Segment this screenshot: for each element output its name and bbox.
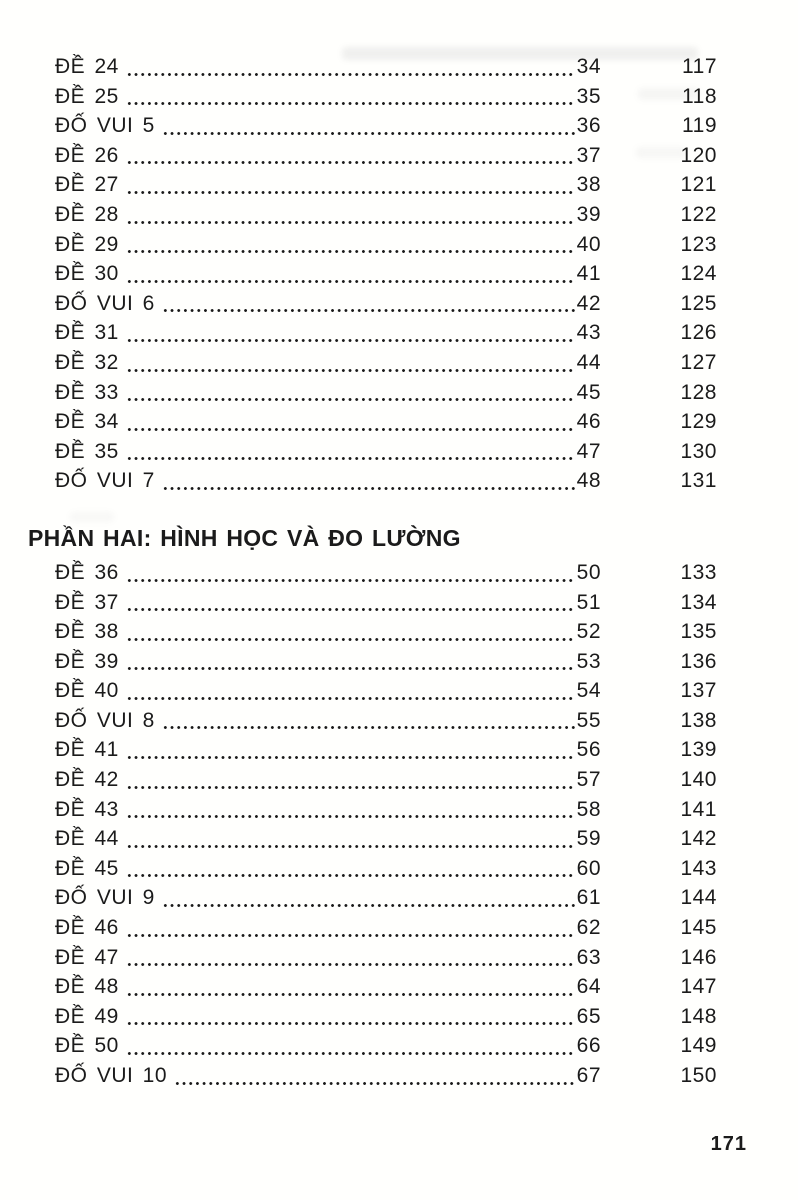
entry-label: ĐỀ 47 (55, 945, 119, 969)
page-number: 171 (710, 1133, 747, 1155)
entry-second-page: 118 (682, 84, 717, 108)
toc-entry-main (55, 437, 601, 467)
dot-leader (126, 962, 576, 967)
toc-entry-main (55, 1031, 601, 1061)
entry-page: 66 (576, 1034, 601, 1058)
entry-label: ĐỀ 50 (55, 1034, 119, 1058)
toc-entry (55, 647, 717, 677)
entry-label: ĐỐ VUI 10 (55, 1064, 168, 1087)
toc-entry-main (55, 200, 601, 230)
entry-page: 47 (576, 439, 601, 463)
dot-leader (126, 666, 576, 671)
entry-second-page: 135 (680, 620, 717, 644)
entry-second-page: 129 (680, 410, 717, 434)
toc-entry (55, 795, 717, 825)
toc-entry-main (55, 348, 601, 378)
entry-label: ĐỀ 37 (55, 590, 119, 614)
entry-page: 50 (576, 560, 601, 584)
toc-entry-main (55, 913, 601, 943)
toc-entry-main (55, 558, 601, 588)
toc-entry-main (55, 824, 601, 854)
toc-entry (55, 466, 717, 496)
entry-page: 34 (576, 55, 601, 78)
entry-second-page: 142 (680, 827, 717, 851)
entry-label: ĐỀ 27 (55, 173, 119, 197)
entry-second-page: 119 (682, 114, 717, 138)
entry-label: ĐỀ 39 (55, 649, 119, 673)
entry-label: ĐỀ 29 (55, 232, 119, 256)
toc-entry-main (55, 943, 601, 973)
toc-entry (55, 972, 717, 1002)
toc-entry (55, 407, 717, 437)
entry-second-page: 140 (680, 768, 717, 792)
entry-label: ĐỐ VUI 8 (55, 708, 155, 732)
dot-leader (126, 220, 576, 225)
entry-label: ĐỀ 46 (55, 916, 119, 940)
toc-entry (55, 82, 717, 112)
entry-page: 54 (576, 679, 601, 703)
entry-page: 46 (576, 410, 601, 434)
entry-page: 59 (576, 827, 601, 851)
dot-leader (126, 101, 576, 106)
dot-leader (162, 486, 576, 491)
entry-label: ĐỀ 35 (55, 439, 119, 463)
toc-entry (55, 348, 717, 378)
toc-entry (55, 111, 717, 141)
toc-entry-main (55, 52, 601, 82)
toc-entry-main (55, 765, 601, 795)
entry-label: ĐỀ 28 (55, 202, 119, 226)
toc-entry (55, 617, 717, 647)
entry-second-page: 137 (680, 679, 717, 703)
entry-page: 42 (576, 291, 601, 315)
toc-entry (55, 318, 717, 348)
entry-page: 40 (576, 232, 601, 256)
entry-second-page: 134 (680, 590, 717, 614)
entry-page: 37 (576, 143, 601, 167)
entry-second-page: 122 (680, 202, 717, 226)
toc-entry (55, 913, 717, 943)
dot-leader (126, 992, 576, 997)
entry-second-page: 125 (680, 291, 717, 315)
toc-section (0, 523, 798, 1091)
toc-entry-main (55, 735, 601, 765)
entry-page: 64 (576, 975, 601, 999)
toc-entry-main (55, 588, 601, 618)
toc-entry (55, 437, 717, 467)
entry-page: 67 (576, 1064, 601, 1087)
dot-leader (126, 338, 576, 343)
entry-label: ĐỀ 24 (55, 55, 119, 78)
entry-page: 41 (576, 262, 601, 286)
toc-entry (55, 378, 717, 408)
entry-second-page: 147 (680, 975, 717, 999)
entry-second-page: 121 (680, 173, 717, 197)
entry-second-page: 143 (680, 856, 717, 880)
toc-entry (55, 1002, 717, 1032)
toc-sections (0, 52, 798, 1091)
entry-label: ĐỀ 31 (55, 321, 119, 345)
entry-page: 45 (576, 380, 601, 404)
entry-page: 60 (576, 856, 601, 880)
dot-leader (126, 456, 576, 461)
entry-page: 43 (576, 321, 601, 345)
entry-label: ĐỀ 30 (55, 262, 119, 286)
dot-leader (174, 1081, 576, 1086)
dot-leader (126, 607, 576, 612)
entry-label: ĐỀ 26 (55, 143, 119, 167)
toc-entry-main (55, 82, 601, 112)
entry-second-page: 149 (680, 1034, 717, 1058)
entry-second-page: 138 (680, 708, 717, 732)
toc-entry (55, 230, 717, 260)
entry-label: ĐỐ VUI 9 (55, 886, 155, 910)
entry-second-page: 130 (680, 439, 717, 463)
entry-label: ĐỀ 34 (55, 410, 119, 434)
toc-entry (55, 824, 717, 854)
entry-second-page: 136 (680, 649, 717, 673)
toc-entry-main (55, 378, 601, 408)
entry-label: ĐỀ 42 (55, 768, 119, 792)
entry-label: ĐỀ 36 (55, 560, 119, 584)
entry-second-page: 133 (680, 560, 717, 584)
entry-second-page: 120 (680, 143, 717, 167)
toc-entry-main (55, 795, 601, 825)
toc-entry-main (55, 647, 601, 677)
entry-label: ĐỀ 32 (55, 350, 119, 374)
toc-entry (55, 141, 717, 171)
entry-second-page: 145 (680, 916, 717, 940)
entry-page: 48 (576, 469, 601, 493)
dot-leader (126, 160, 576, 165)
dot-leader (126, 249, 576, 254)
dot-leader (162, 903, 576, 908)
dot-leader (126, 578, 576, 583)
toc-section (0, 52, 798, 496)
entry-second-page: 141 (680, 797, 717, 821)
entry-page: 63 (576, 945, 601, 969)
toc-entry-main (55, 407, 601, 437)
dot-leader (126, 696, 576, 701)
toc-entry (55, 1031, 717, 1061)
toc-entry (55, 200, 717, 230)
toc-entry-main (55, 1002, 601, 1032)
toc-entry (55, 943, 717, 973)
entry-second-page: 139 (680, 738, 717, 762)
toc-entry-main (55, 676, 601, 706)
entry-page: 55 (576, 708, 601, 732)
entry-page: 51 (576, 590, 601, 614)
entry-page: 56 (576, 738, 601, 762)
toc-entry-main (55, 1061, 601, 1091)
entry-page: 52 (576, 620, 601, 644)
toc-entry (55, 289, 717, 319)
dot-leader (126, 844, 576, 849)
entry-label: ĐỐ VUI 7 (55, 469, 155, 493)
entry-label: ĐỀ 25 (55, 84, 119, 108)
entry-second-page: 148 (680, 1004, 717, 1028)
entry-page: 36 (576, 114, 601, 138)
entry-page: 62 (576, 916, 601, 940)
entry-page: 53 (576, 649, 601, 673)
dot-leader (126, 873, 576, 878)
toc-entry-main (55, 972, 601, 1002)
toc-entry (55, 52, 717, 82)
dot-leader (126, 368, 576, 373)
entry-label: ĐỀ 48 (55, 975, 119, 999)
toc-entry (55, 883, 717, 913)
entry-label: ĐỀ 40 (55, 679, 119, 703)
toc-entry-main (55, 289, 601, 319)
toc-entry (55, 558, 717, 588)
toc-entry (55, 765, 717, 795)
dot-leader (126, 72, 576, 77)
toc-entry (55, 706, 717, 736)
entry-page: 39 (576, 202, 601, 226)
dot-leader (126, 637, 576, 642)
toc-entry-main (55, 170, 601, 200)
toc-entry (55, 854, 717, 884)
table-of-contents (0, 52, 798, 1091)
toc-entry (55, 676, 717, 706)
dot-leader (162, 131, 576, 136)
toc-entry-main (55, 706, 601, 736)
entry-label: ĐỀ 38 (55, 620, 119, 644)
entry-label: ĐỀ 33 (55, 380, 119, 404)
entry-second-page: 117 (682, 55, 717, 78)
entry-page: 35 (576, 84, 601, 108)
dot-leader (126, 1051, 576, 1056)
entry-label: ĐỐ VUI 6 (55, 291, 155, 315)
dot-leader (126, 814, 576, 819)
entry-label: ĐỀ 41 (55, 738, 119, 762)
toc-entry-main (55, 318, 601, 348)
toc-entry (55, 259, 717, 289)
toc-entry-main (55, 854, 601, 884)
dot-leader (126, 933, 576, 938)
entry-second-page: 124 (680, 262, 717, 286)
entry-page: 61 (576, 886, 601, 910)
entry-label: ĐỀ 45 (55, 856, 119, 880)
dot-leader (126, 427, 576, 432)
entry-second-page: 126 (680, 321, 717, 345)
entry-page: 65 (576, 1004, 601, 1028)
entry-second-page: 146 (680, 945, 717, 969)
section-entries (0, 52, 798, 496)
toc-entry-main (55, 111, 601, 141)
entry-second-page: 128 (680, 380, 717, 404)
entry-label: ĐỐ VUI 5 (55, 114, 155, 138)
toc-entry-main (55, 141, 601, 171)
dot-leader (126, 397, 576, 402)
entry-page: 57 (576, 768, 601, 792)
toc-entry (55, 588, 717, 618)
dot-leader (126, 1021, 576, 1026)
section-heading: PHẦN HAI: HÌNH HỌC VÀ ĐO LƯỜNG (28, 524, 461, 551)
entry-second-page: 131 (680, 469, 717, 493)
entry-label: ĐỀ 44 (55, 827, 119, 851)
entry-page: 38 (576, 173, 601, 197)
toc-entry-main (55, 230, 601, 260)
dot-leader (162, 308, 576, 313)
toc-entry-main (55, 617, 601, 647)
entry-second-page: 127 (680, 350, 717, 374)
dot-leader (126, 190, 576, 195)
toc-entry-main (55, 466, 601, 496)
dot-leader (162, 725, 576, 730)
entry-page: 44 (576, 350, 601, 374)
toc-entry (55, 735, 717, 765)
entry-label: ĐỀ 43 (55, 797, 119, 821)
dot-leader (126, 755, 576, 760)
entry-second-page: 123 (680, 232, 717, 256)
entry-second-page: 150 (680, 1064, 717, 1087)
entry-page: 58 (576, 797, 601, 821)
toc-entry (55, 170, 717, 200)
toc-entry (55, 1061, 717, 1091)
entry-label: ĐỀ 49 (55, 1004, 119, 1028)
toc-entry-main (55, 883, 601, 913)
entry-second-page: 144 (680, 886, 717, 910)
toc-entry-main (55, 259, 601, 289)
section-entries (0, 558, 798, 1091)
dot-leader (126, 279, 576, 284)
dot-leader (126, 785, 576, 790)
